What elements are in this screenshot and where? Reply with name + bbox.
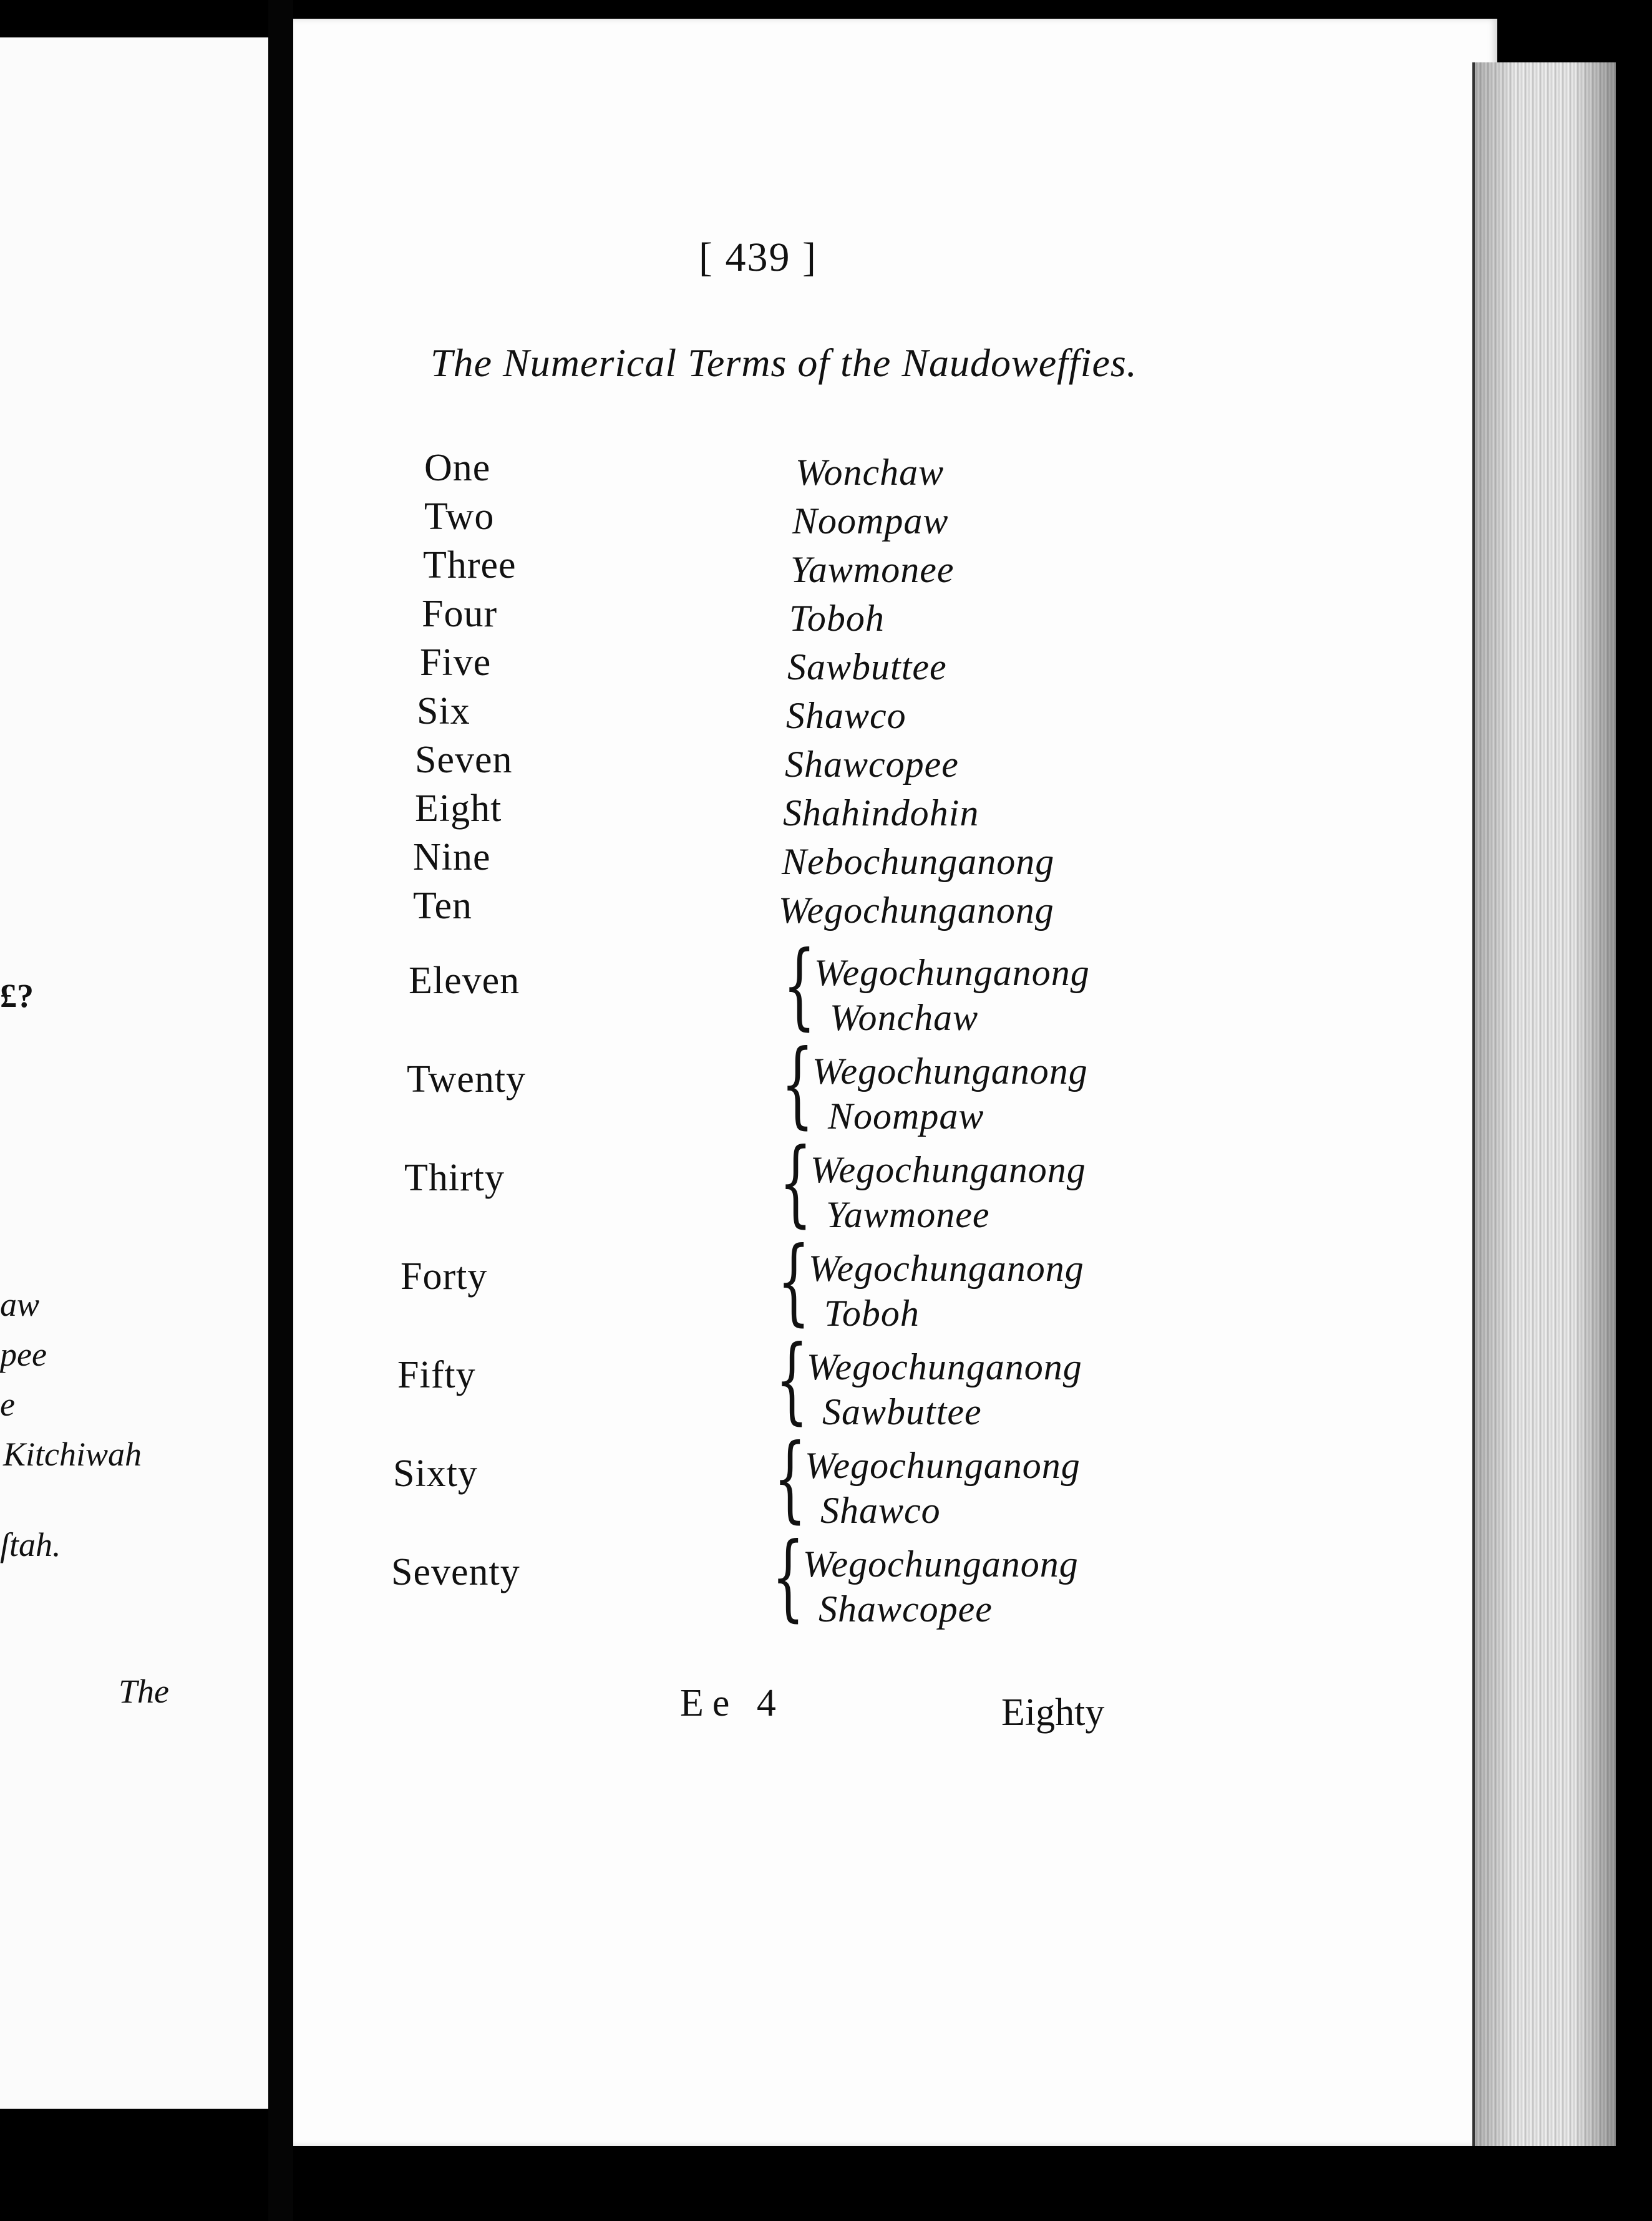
left-fragment: aw xyxy=(0,1286,40,1323)
brace-glyph: { xyxy=(772,1523,805,1631)
naudowessie-numeral: Sawbuttee xyxy=(787,646,947,688)
english-numeral: One xyxy=(424,447,491,489)
naudowessie-numeral: Wegochunganong xyxy=(809,1248,1084,1289)
left-fragment: £? xyxy=(0,977,34,1014)
english-numeral: Four xyxy=(422,593,498,635)
naudowessie-numeral: Noompaw xyxy=(828,1096,984,1137)
english-numeral: Fifty xyxy=(397,1354,476,1396)
brace-glyph: { xyxy=(781,1030,814,1139)
page-title: The Numerical Terms of the Naudoweffies. xyxy=(430,341,1137,385)
naudowessie-numeral: Wegochunganong xyxy=(807,1346,1082,1388)
english-numeral: Sixty xyxy=(393,1452,478,1495)
naudowessie-numeral: Wegochunganong xyxy=(814,952,1090,993)
english-numeral: Three xyxy=(423,544,517,586)
naudowessie-numeral: Toboh xyxy=(789,598,885,639)
naudowessie-numeral: Wegochunganong xyxy=(805,1445,1081,1486)
left-fragment: ſtah. xyxy=(0,1526,61,1563)
naudowessie-numeral: Shahindohin xyxy=(783,792,979,833)
naudowessie-numeral: Wonchaw xyxy=(795,452,945,493)
english-numeral: Eight xyxy=(415,787,502,830)
english-numeral: Forty xyxy=(401,1255,488,1298)
naudowessie-numeral: Yawmonee xyxy=(790,549,955,590)
left-fragment: pee xyxy=(0,1336,47,1373)
english-numeral: Thirty xyxy=(404,1157,505,1199)
naudowessie-numeral: Wegochunganong xyxy=(810,1149,1086,1190)
english-numeral: Eleven xyxy=(409,960,520,1002)
naudowessie-numeral: Nebochunganong xyxy=(782,841,1055,882)
english-numeral: Ten xyxy=(413,885,473,927)
catchword: Eighty xyxy=(1001,1691,1105,1734)
brace-glyph: { xyxy=(775,1326,809,1434)
page-edges-shade xyxy=(1472,62,1616,2146)
naudowessie-numeral: Wegochunganong xyxy=(779,890,1054,931)
left-fragment: Kitchiwah xyxy=(3,1436,142,1473)
naudowessie-numeral: Noompaw xyxy=(792,500,949,542)
brace-glyph: { xyxy=(777,1227,810,1336)
book-gutter xyxy=(268,0,293,2221)
english-numeral: Nine xyxy=(413,836,491,878)
english-numeral: Seventy xyxy=(391,1551,520,1593)
naudowessie-numeral: Shawcopee xyxy=(785,744,959,785)
naudowessie-numeral: Wonchaw xyxy=(830,997,979,1038)
signature-mark: Ee 4 xyxy=(680,1682,785,1724)
left-fragment: e xyxy=(0,1386,15,1423)
naudowessie-numeral: Toboh xyxy=(824,1293,920,1334)
naudowessie-numeral: Yawmonee xyxy=(826,1194,990,1235)
english-numeral: Six xyxy=(417,690,470,732)
naudowessie-numeral: Wegochunganong xyxy=(812,1051,1088,1092)
brace-glyph: { xyxy=(779,1129,812,1237)
right-background xyxy=(1616,56,1652,2152)
english-numeral: Two xyxy=(424,495,495,538)
left-page xyxy=(0,37,268,2109)
english-numeral: Five xyxy=(420,641,492,684)
english-numeral: Seven xyxy=(415,739,513,781)
brace-glyph: { xyxy=(783,931,816,1040)
naudowessie-numeral: Shawco xyxy=(786,695,906,736)
brace-glyph: { xyxy=(774,1424,807,1533)
naudowessie-numeral: Shawcopee xyxy=(819,1588,993,1630)
english-numeral: Twenty xyxy=(407,1058,527,1101)
page-number: [ 439 ] xyxy=(699,235,817,280)
naudowessie-numeral: Shawco xyxy=(820,1490,941,1531)
naudowessie-numeral: Wegochunganong xyxy=(803,1543,1079,1585)
naudowessie-numeral: Sawbuttee xyxy=(822,1391,982,1432)
left-catchword: The xyxy=(119,1673,169,1710)
